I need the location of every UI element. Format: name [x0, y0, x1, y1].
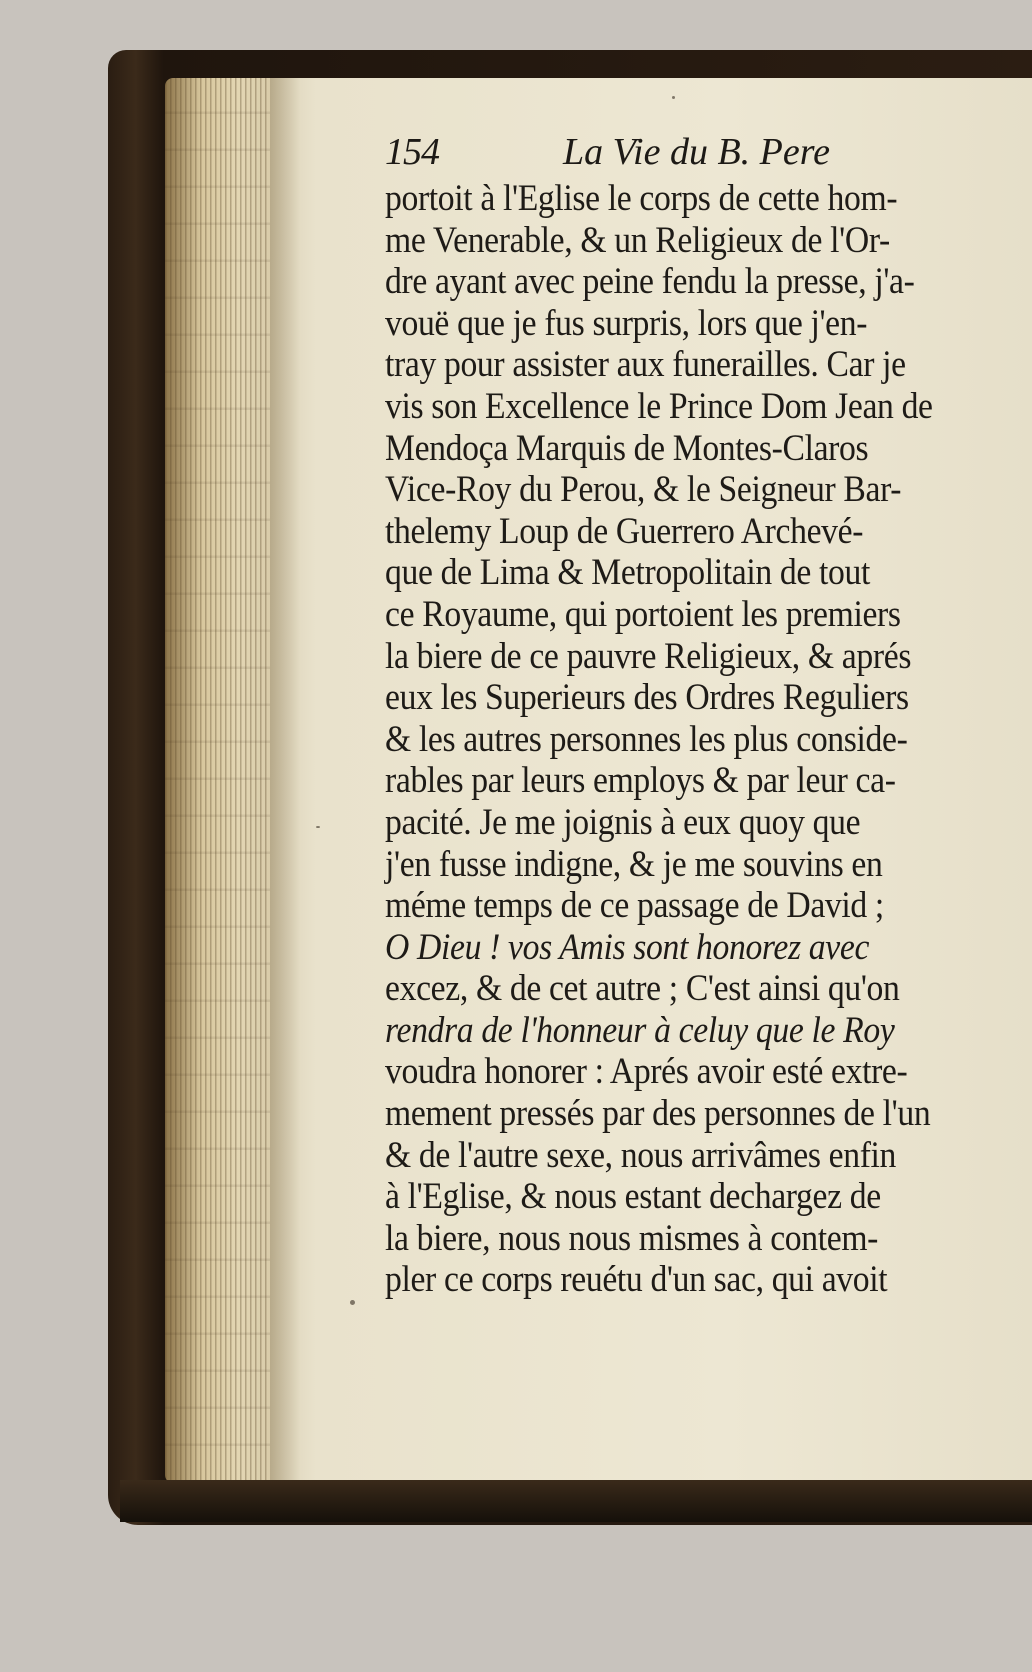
page-edges: [165, 78, 270, 1483]
text-line: la biere, nous nous mismes à contem-: [385, 1217, 879, 1259]
text-line: & de l'autre sexe, nous arrivâmes enfin: [385, 1134, 897, 1176]
text-line: eux les Superieurs des Ordres Reguliers: [385, 677, 909, 719]
text-line: ce Royaume, qui portoient les premiers: [385, 593, 901, 635]
text-line: rendra de l'honneur à celuy que le Roy: [385, 1009, 895, 1051]
text-line: à l'Eglise, & nous estant dechargez de: [385, 1176, 881, 1218]
text-line: dre ayant avec peine fendu la presse, j'a-: [385, 261, 915, 303]
text-line: mement pressés par des personnes de l'un: [385, 1093, 931, 1135]
text-line: la biere de ce pauvre Religieux, & aprés: [385, 635, 912, 677]
text-line: vouë que je fus surpris, lors que j'en-: [385, 302, 868, 344]
text-line: voudra honorer : Aprés avoir esté extre-: [385, 1051, 908, 1093]
text-line: rables par leurs employs & par leur ca-: [385, 760, 896, 802]
text-line: tray pour assister aux funerailles. Car je: [385, 344, 906, 386]
text-line: excez, & de cet autre ; C'est ainsi qu'on: [385, 968, 900, 1010]
paper-blemish: [672, 96, 675, 99]
text-line: portoit à l'Eglise le corps de cette hom-: [385, 178, 898, 219]
body-text: [385, 178, 1025, 1301]
text-line: que de Lima & Metropolitain de tout: [385, 552, 870, 594]
gutter-shadow: [270, 78, 300, 1483]
text-line: & les autres personnes les plus conside-: [385, 718, 908, 760]
text-line: O Dieu ! vos Amis sont honorez avec: [385, 926, 870, 968]
text-line: j'en fusse indigne, & je me souvins en: [385, 843, 883, 885]
text-line: pacité. Je me joignis à eux quoy que: [385, 801, 861, 843]
text-line: thelemy Loup de Guerrero Archevé-: [385, 510, 864, 552]
page-number: 154: [385, 131, 439, 173]
paper-blemish: [316, 826, 320, 828]
text-line: pler ce corps reuétu d'un sac, qui avoit: [385, 1259, 888, 1301]
text-line: vis son Excellence le Prince Dom Jean de: [385, 385, 933, 427]
text-line: Mendoça Marquis de Montes-Claros: [385, 427, 869, 469]
text-line: méme temps de ce passage de David ;: [385, 885, 884, 927]
book-base: [120, 1480, 1032, 1522]
text-line: me Venerable, & un Religieux de l'Or-: [385, 219, 890, 261]
text-line: Vice-Roy du Perou, & le Seigneur Bar-: [385, 469, 902, 511]
running-head: [385, 128, 905, 180]
paper-blemish: [350, 1300, 355, 1305]
running-title: La Vie du B. Pere: [563, 131, 830, 173]
